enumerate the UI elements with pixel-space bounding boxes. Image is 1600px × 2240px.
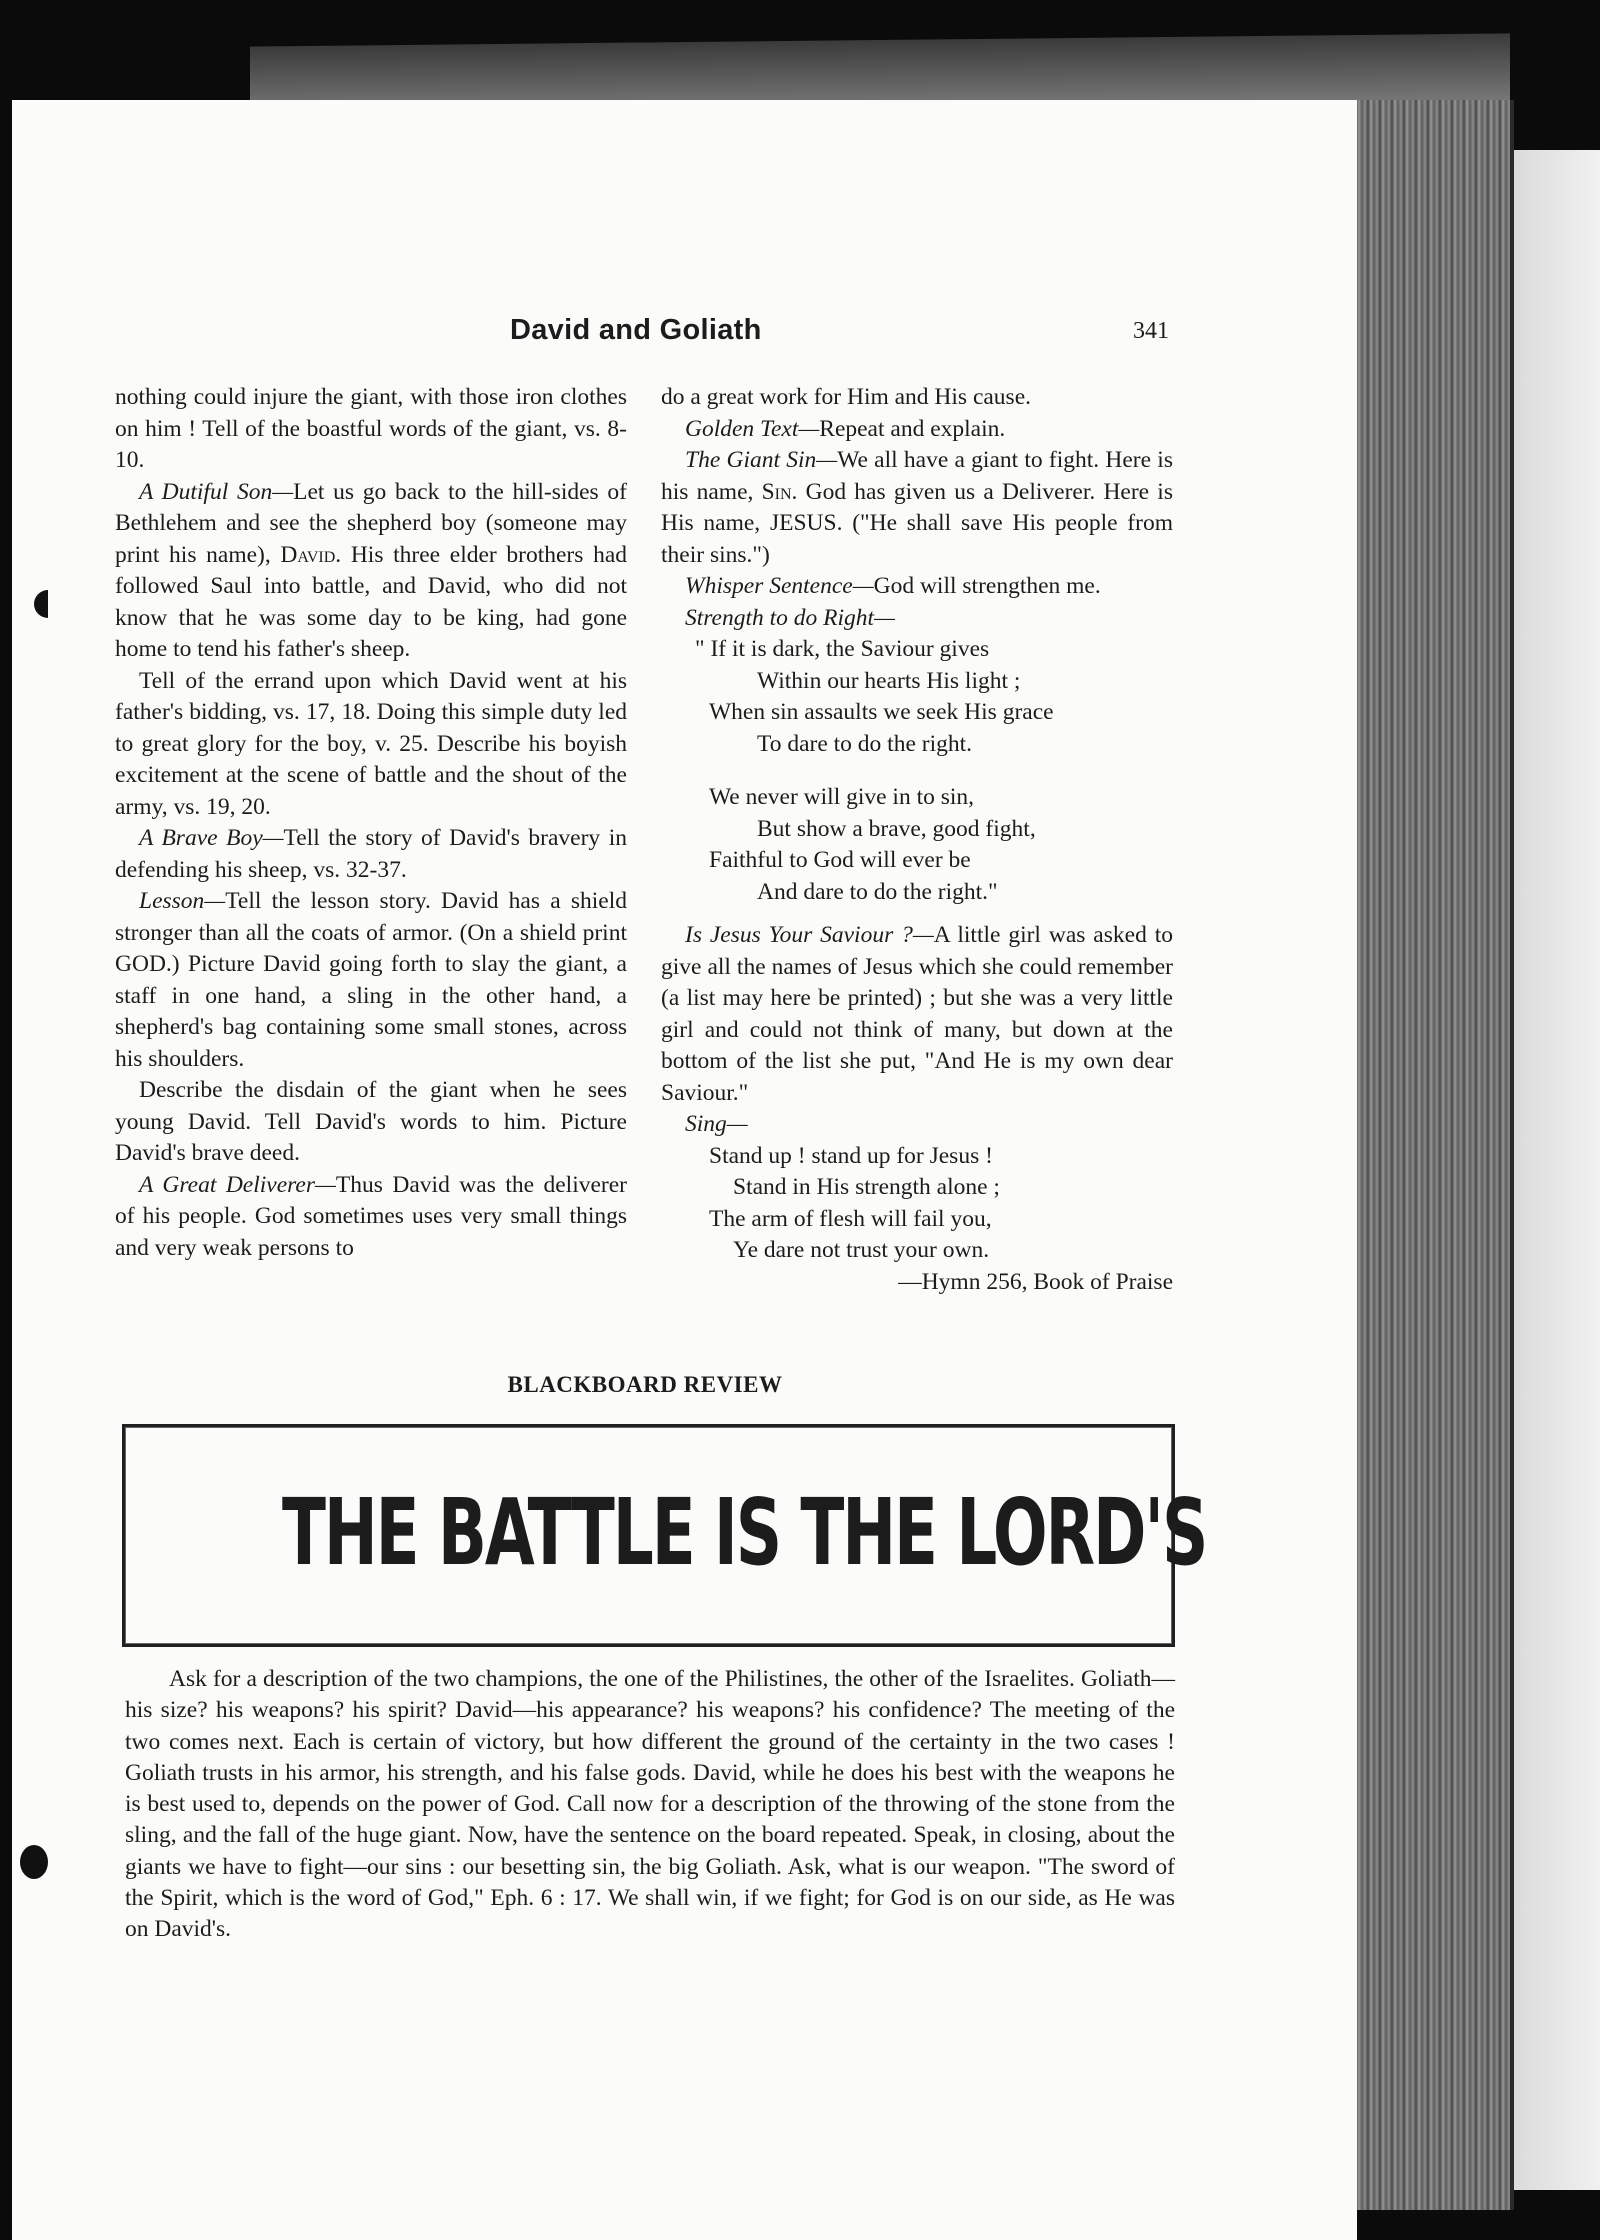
paragraph-text: A little girl was asked to give all the names of Jesus which she could remember (a list may here be printed) ; but she was a very little girl and could not think of many, but down at the bottom of the list she put, "And He is my own dear Saviour." (661, 922, 1173, 1106)
paragraph: Describe the disdain of the giant when he sees young David. Tell David's words to him. Picture David's brave deed. (115, 1077, 627, 1166)
poem-line: We never will give in to sin, (709, 784, 975, 810)
poem-hymn (661, 1141, 1173, 1299)
paragraph-text: His three elder brothers had followed Saul into battle, and David, who did not know that he was some day to be king, had gone home to tend his father's sheep. (115, 541, 627, 662)
paragraph (115, 1170, 627, 1265)
section-label: Whisper Sentence— (685, 573, 874, 599)
paragraph (115, 823, 627, 886)
poem-line: Within our hearts His light ; (757, 667, 1021, 694)
section-label: Strength to do Right— (685, 604, 895, 631)
paragraph (115, 477, 627, 666)
poem-line: The arm of flesh will fail you, (709, 1205, 992, 1232)
paragraph: do a great work for Him and His cause. (661, 384, 1032, 410)
hymn-attribution: —Hymn 256, Book of Praise (898, 1268, 1173, 1295)
paragraph (661, 445, 1173, 571)
blackboard-review-heading: BLACKBOARD REVIEW (507, 1372, 783, 1397)
paragraph (661, 571, 1173, 603)
section-label: Sing— (685, 1111, 748, 1137)
paragraph (661, 1109, 1173, 1141)
paragraph-text: God will strengthen me. (873, 573, 1101, 599)
poem-line: Stand up ! stand up for Jesus ! (709, 1142, 993, 1169)
poem-strength (661, 634, 1173, 908)
paragraph-text: We all have a giant to fight. Here is his name, (661, 447, 1173, 505)
section-label: Lesson— (139, 888, 226, 914)
facing-page-edge (1505, 150, 1600, 2190)
blackboard-text: THE BATTLE IS THE LORD'S (282, 1479, 1207, 1586)
left-column (115, 382, 627, 1264)
section-label: Golden Text— (685, 415, 820, 442)
book-page-edges (1350, 100, 1514, 2210)
blackboard-box (122, 1424, 1207, 1647)
paragraph-text: Repeat and explain. (819, 415, 1006, 442)
poem-line: When sin assaults we seek His grace (709, 699, 1054, 725)
paragraph-text: Tell the lesson story. David has a shield stronger than all the coats of armor. (On a shield print GOD.) Picture David going forth to slay the giant, a staff in one hand, a sling in the other hand, a shepherd's bag containing some small stones, across his shoulders. (115, 888, 627, 1072)
paragraph: nothing could injure the giant, with those iron clothes on him ! Tell of the boastful words of the giant, vs. 8-10. (115, 384, 627, 473)
paragraph: Ask for a description of the two champions, the one of the Philistines, the other of the Israelites. Goliath—his size? his weapons? his spirit? David—his appearance? his weapons? his confidence? The meeting of the two comes next. Each is certain of victory, but how different the ground of the certainty in the two cases ! Goliath trusts in his armor, his strength, and his false gods. David, while he does his best with the weapons he is best used to, depends on the power of God. Call now for a description of the throwing of the stone from the sling, and the fall of the huge giant. Now, have the sentence on the board repeated. Speak, in closing, about the giants we have to fight—our sins : our besetting sin, the big Goliath. Ask, what is our weapon. "The sword of the Spirit, which is the word of God," Eph. 6 : 17. We shall win, if we fight; for God is on our side, as He was on David's. (125, 1666, 1175, 1943)
binding-hole-bottom (20, 1845, 48, 1879)
paragraph-text: Thus David was the deliverer of his people. God sometimes uses very small things and very weak persons to (115, 1171, 627, 1261)
section-label: A Brave Boy— (139, 825, 284, 851)
section-label: The Giant Sin— (685, 447, 838, 473)
right-column (661, 382, 1173, 1298)
poem-line: And dare to do the right." (757, 878, 998, 905)
poem-line: But show a brave, good fight, (757, 815, 1036, 842)
stanza-gap (661, 760, 1173, 782)
binding-hole-top (34, 590, 48, 618)
review-body (125, 1664, 1175, 1946)
stanza-gap (661, 908, 1173, 920)
paragraph-text: Tell the story of David's bravery in defending his sheep, vs. 32-37. (115, 825, 627, 883)
paragraph (115, 886, 627, 1075)
name-smallcaps: David. (280, 541, 342, 568)
section-label: A Great Deliverer— (139, 1171, 336, 1198)
page-number: 341 (1133, 318, 1169, 344)
paragraph-text: Let us go back to the hill-sides of Bethlehem and see the shepherd boy (someone may print his name), (115, 478, 627, 568)
paragraph-text: God has given us a Deliverer. Here is His name, JESUS. ("He shall save His people from their sins.") (661, 478, 1173, 568)
poem-line: Stand in His strength alone ; (733, 1174, 1000, 1200)
poem-line: " If it is dark, the Saviour gives (695, 636, 990, 662)
section-label: Is Jesus Your Saviour ?— (685, 922, 934, 948)
running-title: David and Goliath (510, 314, 762, 346)
paragraph (661, 414, 1173, 446)
poem-line: To dare to do the right. (757, 730, 973, 757)
section-label: A Dutiful Son— (139, 478, 294, 505)
paragraph: Tell of the errand upon which David went at his father's bidding, vs. 17, 18. Doing this simple duty led to great glory for the boy, v. 25. Describe his boyish excitement at the scene of battle and the shout of the army, vs. 19, 20. (115, 667, 627, 820)
paragraph (661, 920, 1173, 1109)
poem-line: Ye dare not trust your own. (733, 1237, 990, 1263)
poem-line: Faithful to God will ever be (709, 847, 971, 873)
name-smallcaps: Sin. (761, 478, 798, 505)
paragraph (661, 603, 1173, 635)
